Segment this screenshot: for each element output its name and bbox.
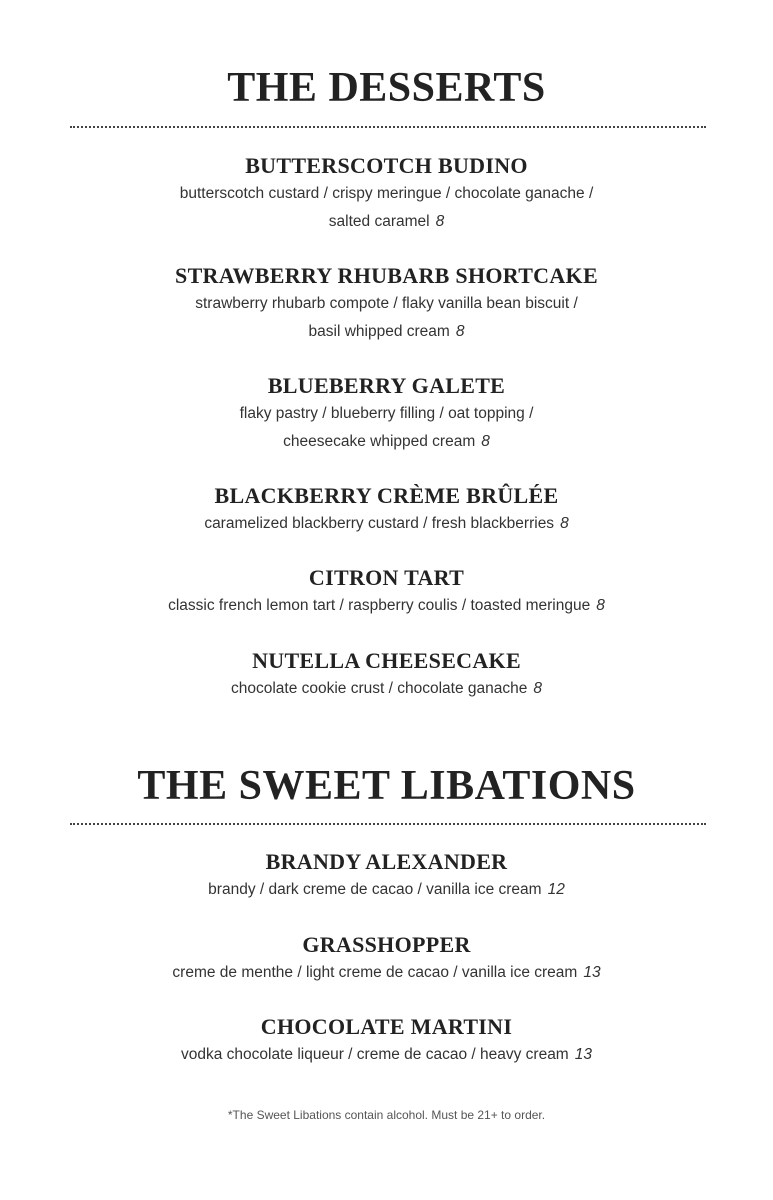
item-description [0,510,773,538]
libations-heading: THE SWEET LIBATIONS [137,763,636,809]
item-price: 13 [574,1046,592,1063]
item-description [0,675,773,703]
item-description [0,959,773,987]
item-description-text: creme de menthe / light creme de cacao / vanilla ice cream [172,964,578,981]
item-description-text: vodka chocolate liqueur / creme de cacao / heavy cream [181,1046,569,1063]
item-description-text: caramelized blackberry custard / fresh blackberries [204,515,555,532]
item-description-cont [0,428,773,456]
item-price: 13 [583,964,601,981]
item-name: CHOCOLATE MARTINI [260,1014,513,1039]
item-description: strawberry rhubarb compote / flaky vanilla bean biscuit / [195,295,578,312]
desserts-divider [70,126,706,128]
item-name: BRANDY ALEXANDER [265,849,508,874]
item-price: 8 [435,213,445,230]
item-description-cont [0,208,773,236]
item-name: BLUEBERRY GALETE [267,373,506,398]
item-description-line2: basil whipped cream [308,323,450,340]
item-description-text: chocolate cookie crust / chocolate ganache [230,680,528,697]
item-description [0,592,773,620]
libations-divider [70,823,706,825]
item-description-text: classic french lemon tart / raspberry coulis / toasted meringue [168,597,591,614]
item-description-line2: cheesecake whipped cream [283,433,476,450]
menu-item [0,152,773,236]
menu-item [0,647,773,703]
item-description-cont [0,318,773,346]
item-description-text: brandy / dark creme de cacao / vanilla ice cream [208,881,542,898]
menu-item [0,262,773,346]
item-name: NUTELLA CHEESECAKE [252,648,521,673]
item-description [0,876,773,904]
item-description-line2: salted caramel [328,213,430,230]
item-price: 8 [533,680,543,697]
menu-item [0,564,773,620]
item-name: BLACKBERRY CRÈME BRÛLÉE [214,483,559,508]
menu-item [0,482,773,538]
item-description [0,1041,773,1069]
menu-item [0,1013,773,1069]
menu-item [0,372,773,456]
item-name: GRASSHOPPER [302,932,471,957]
item-name: CITRON TART [308,565,465,590]
menu-item [0,848,773,904]
alcohol-footnote: *The Sweet Libations contain alcohol. Must be 21+ to order. [227,1108,546,1122]
item-price: 12 [547,881,565,898]
item-price: 8 [455,323,465,340]
item-price: 8 [481,433,490,450]
item-description: butterscotch custard / crispy meringue / chocolate ganache / [179,185,594,202]
item-price: 8 [560,515,569,532]
item-name: BUTTERSCOTCH BUDINO [245,153,528,178]
menu-item [0,931,773,987]
item-price: 8 [596,597,605,614]
item-name: STRAWBERRY RHUBARB SHORTCAKE [175,263,598,288]
item-description: flaky pastry / blueberry filling / oat topping / [239,405,534,422]
desserts-heading: THE DESSERTS [227,65,546,111]
